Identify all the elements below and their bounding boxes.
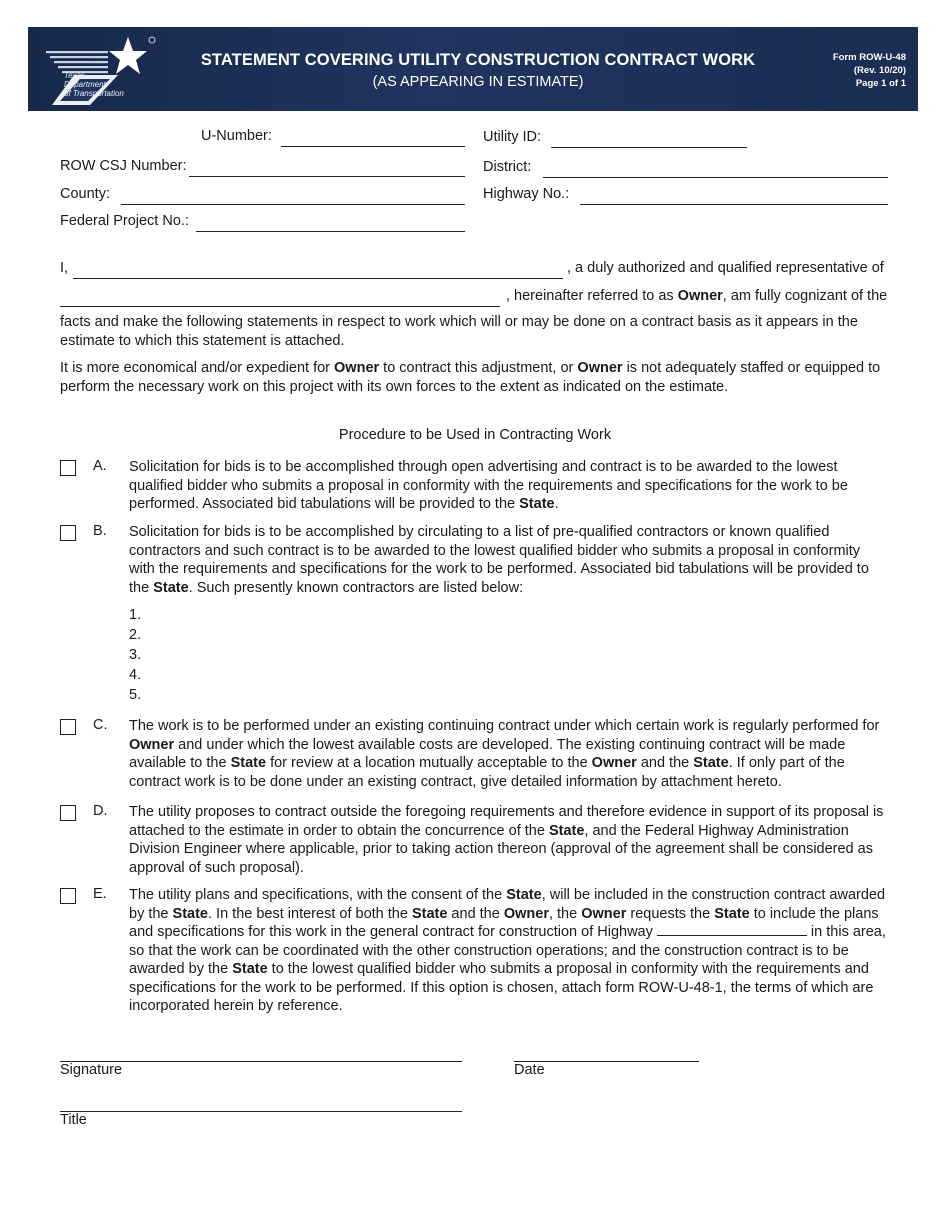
option-d-checkbox[interactable] — [60, 805, 76, 821]
hereinafter-text — [506, 288, 887, 304]
text-span: requests the — [626, 905, 715, 922]
text-span: . In the best interest of both the — [208, 905, 412, 922]
option-b-text — [129, 523, 889, 597]
facts-paragraph: facts and make the following statements in respect to work which will or may be done on a contract basis as it appears in the estimate to which this statement is attached. — [60, 314, 858, 349]
county-label: County: — [60, 186, 110, 202]
row-csj-label: ROW CSJ Number: — [60, 158, 187, 174]
statement-i: I, — [60, 260, 69, 276]
text-span: , and the Federal Highway Administration Division Engineer where applicable, prior to taking action thereon (approval of the agreement shall be considered as approval of such proposal). — [129, 822, 873, 876]
text-span: to the lowest qualified bidder who submits a proposal in conformity with the requirements and specifications for the work to be performed. If this option is chosen, attach form ROW-U-48-1, the terms of which are incorporated herein by reference. — [129, 961, 874, 1014]
form-number: Form ROW-U-48 — [832, 52, 906, 63]
text-span: Solicitation for bids is to be accomplished through open advertising and contract is to be awarded to the lowest qualified bidder who submits a proposal in conformity with the requirements and specifications for the work to be performed. Associated bid tabulations will be provided to the — [129, 459, 848, 512]
u-number-field[interactable] — [281, 146, 465, 147]
owner-term: Owner — [577, 360, 623, 376]
option-b-checkbox[interactable] — [60, 525, 76, 541]
highway-label: Highway No.: — [483, 186, 570, 202]
highway-number-field[interactable] — [657, 923, 807, 936]
row-csj-field[interactable] — [189, 176, 465, 177]
logo-text — [64, 71, 124, 98]
text-span: . If only part of the contract work is to be done under an existing contract, give detailed information by attachment hereto. — [129, 755, 845, 790]
form-meta — [833, 51, 906, 90]
contractor-item: 1. — [129, 607, 142, 623]
text-span: . Such presently known contractors are listed below: — [188, 579, 524, 596]
contractor-item: 3. — [129, 647, 142, 663]
text-span: for review at a location mutually acceptable to the — [266, 755, 592, 771]
text-span: , hereinafter referred to as — [506, 288, 678, 304]
form-subtitle: (AS APPEARING IN ESTIMATE) — [372, 74, 584, 90]
header-banner — [28, 27, 918, 111]
highway-field[interactable] — [580, 204, 888, 205]
owner-term: Owner — [503, 905, 549, 922]
state-term: State — [693, 755, 729, 771]
text-span: and the — [447, 905, 504, 922]
representative-name-field[interactable] — [73, 278, 563, 279]
state-term: State — [411, 905, 448, 922]
form-title: STATEMENT COVERING UTILITY CONSTRUCTION CONTRACT WORK — [200, 51, 756, 69]
page-indicator: Page 1 of 1 — [855, 78, 906, 89]
state-term: State — [230, 755, 267, 771]
state-term: State — [519, 496, 555, 512]
option-d-text — [129, 803, 889, 877]
contractor-item: 5. — [129, 687, 142, 703]
owner-name-field[interactable] — [60, 306, 500, 307]
utility-id-field[interactable] — [551, 147, 747, 148]
text-span: is not adequately staffed or equipped to perform the necessary work on this project with its own forces to the extent as indicated on the estimate. — [60, 360, 881, 395]
state-term: State — [548, 822, 585, 839]
option-e-text — [129, 886, 889, 1016]
title-label: Title — [60, 1112, 87, 1128]
text-span: , am fully cognizant of the — [722, 288, 888, 304]
text-span: , will be included in the construction contract awarded by the — [129, 887, 886, 922]
owner-term: Owner — [129, 736, 175, 753]
utility-id-label: Utility ID: — [483, 129, 541, 145]
text-span: and the — [636, 755, 694, 771]
date-label: Date — [514, 1062, 545, 1078]
text-span: to include the plans and specifications for this work in the general contract for construction of Highway — [129, 905, 879, 940]
text-span: The utility plans and specifications, with the consent of the — [129, 887, 507, 903]
owner-term: Owner — [677, 288, 723, 304]
contractor-item: 2. — [129, 627, 142, 643]
logo-line: Texas — [64, 71, 86, 80]
logo-line: Department — [64, 80, 106, 89]
economy-paragraph — [60, 359, 895, 397]
u-number-label: U-Number: — [201, 128, 272, 144]
logo-line: of Transportation — [64, 89, 124, 98]
owner-term: Owner — [581, 905, 627, 922]
text-span: in this area, so that the work can be coordinated with the other construction operations; and the construction contract is to be awarded by the — [129, 924, 886, 977]
option-c-text — [129, 717, 889, 791]
representative-text: , a duly authorized and qualified representative of — [567, 260, 884, 276]
option-c-checkbox[interactable] — [60, 719, 76, 735]
text-span: and under which the lowest available costs are developed. The existing continuing contract will be made available to the — [129, 736, 846, 771]
state-term: State — [172, 905, 208, 922]
federal-project-field[interactable] — [196, 231, 465, 232]
option-a-checkbox[interactable] — [60, 460, 76, 476]
option-a-text: Solicitation for bids is to be accomplished through open advertising and contract is to be awarded to the lowest qualified bidder who submits a proposal in conformity with the requirements and specifications for the work to be performed. Associated bid tabulations will be provided to the State. — [129, 459, 848, 512]
state-term: State — [714, 905, 750, 922]
option-e-letter: E. — [93, 886, 107, 902]
form-revision: (Rev. 10/20) — [853, 65, 906, 76]
owner-term: Owner — [591, 755, 637, 771]
procedure-heading: Procedure to be Used in Contracting Work — [338, 427, 612, 443]
option-d-letter: D. — [93, 803, 108, 819]
option-c-letter: C. — [93, 717, 108, 733]
state-term: State — [153, 579, 189, 596]
text-span: to contract this adjustment, or — [379, 360, 578, 376]
title-line[interactable] — [60, 1111, 462, 1112]
owner-term: Owner — [334, 360, 380, 376]
text-span: The work is to be performed under an existing continuing contract under which certain work is regularly performed for — [129, 718, 880, 734]
text-span: It is more economical and/or expedient for — [60, 360, 335, 376]
contractor-item: 4. — [129, 667, 142, 683]
text-span: , the — [548, 905, 582, 922]
signature-label: Signature — [60, 1062, 123, 1078]
state-term: State — [506, 887, 542, 903]
option-b-letter: B. — [93, 523, 107, 539]
option-a-letter: A. — [93, 458, 107, 474]
text-span: Solicitation for bids is to be accomplished by circulating to a list of pre-qualified contractors or known qualified contractors and such contract is to be awarded to the lowest qualified bidder who submits a proposal in conformity with the requirements and specifications for the work to be performed. Associated bid tabulations will be provided to the — [129, 524, 869, 596]
option-e-checkbox[interactable] — [60, 888, 76, 904]
text-span: The utility proposes to contract outside the foregoing requirements and therefore evidence in support of its proposal is attached to the estimate in order to obtain the concurrence of the — [129, 804, 884, 839]
state-term: State — [232, 961, 268, 977]
district-label: District: — [483, 159, 532, 175]
district-field[interactable] — [543, 177, 888, 178]
county-field[interactable] — [121, 204, 465, 205]
federal-project-label: Federal Project No.: — [60, 213, 189, 229]
